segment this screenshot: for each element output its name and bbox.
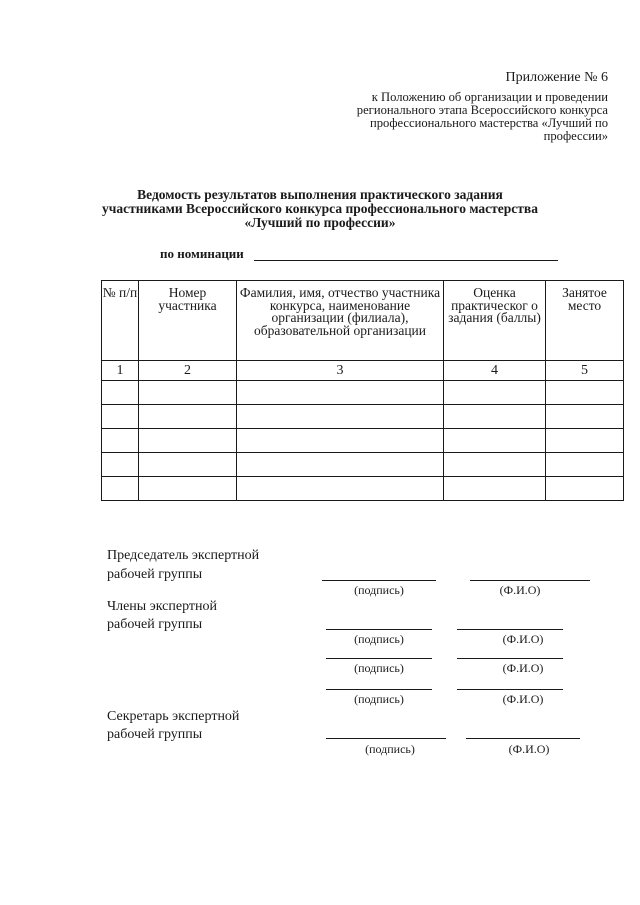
table-header-row	[102, 281, 624, 361]
secretary-label-line2: рабочей группы	[107, 727, 203, 742]
member-3-name-line[interactable]	[457, 689, 563, 690]
table-cell[interactable]	[546, 405, 624, 429]
document-title	[80, 188, 560, 230]
chairman-label-line1: Председатель экспертной	[107, 548, 260, 563]
secretary-signature-line[interactable]	[326, 738, 446, 739]
member-1-name-line[interactable]	[457, 629, 563, 630]
chairman-label-line2: рабочей группы	[107, 567, 203, 582]
chairman-name-caption: (Ф.И.О)	[499, 583, 541, 597]
table-cell[interactable]	[546, 429, 624, 453]
members-label-line1: Члены экспертной	[107, 599, 217, 614]
secretary-signature-caption: (подпись)	[365, 742, 415, 756]
chairman-signature-line[interactable]	[322, 580, 436, 581]
table-row	[102, 453, 624, 477]
nomination-label: по номинации	[160, 246, 244, 261]
table-cell[interactable]	[237, 405, 444, 429]
member-3-signature-caption: (подпись)	[354, 692, 404, 706]
table-cell[interactable]	[102, 477, 139, 501]
chairman-signature-caption: (подпись)	[354, 583, 404, 597]
table-cell[interactable]	[444, 381, 546, 405]
table-cell[interactable]	[237, 477, 444, 501]
title-line-2: участниками Всероссийского конкурса профессионального мастерства	[102, 201, 538, 216]
table-cell[interactable]	[139, 477, 237, 501]
table-cell[interactable]	[237, 453, 444, 477]
member-1-signature-line[interactable]	[326, 629, 432, 630]
nomination-blank-line	[254, 260, 558, 261]
table-cell[interactable]	[546, 477, 624, 501]
member-3-name-caption: (Ф.И.О)	[502, 692, 544, 706]
header-place: Занятое место	[546, 281, 624, 361]
table-cell[interactable]	[102, 453, 139, 477]
member-3-signature-line[interactable]	[326, 689, 432, 690]
header-participant-number: Номер участника	[139, 281, 237, 361]
member-1-name-caption: (Ф.И.О)	[502, 632, 544, 646]
table-cell[interactable]	[237, 381, 444, 405]
table-cell[interactable]	[444, 477, 546, 501]
member-2-name-caption: (Ф.И.О)	[502, 661, 544, 675]
title-line-1: Ведомость результатов выполнения практического задания	[137, 187, 503, 202]
header-full-name: Фамилия, имя, отчество участника конкурса, наименование организации (филиала), образовательной организации	[237, 281, 444, 361]
table-cell[interactable]	[546, 453, 624, 477]
column-number: 2	[139, 361, 237, 381]
table-row	[102, 381, 624, 405]
secretary-name-line[interactable]	[466, 738, 580, 739]
table-cell[interactable]	[546, 381, 624, 405]
header-number: № п/п	[102, 281, 139, 361]
title-line-3: «Лучший по профессии»	[244, 215, 396, 230]
member-2-signature-caption: (подпись)	[354, 661, 404, 675]
table-cell[interactable]	[139, 405, 237, 429]
member-1-signature-caption: (подпись)	[354, 632, 404, 646]
secretary-name-caption: (Ф.И.О)	[508, 742, 550, 756]
table-cell[interactable]	[102, 381, 139, 405]
table-cell[interactable]	[444, 453, 546, 477]
column-number: 5	[546, 361, 624, 381]
header-score: Оценка практическог о задания (баллы)	[444, 281, 546, 361]
column-number: 4	[444, 361, 546, 381]
table-cell[interactable]	[102, 405, 139, 429]
member-2-name-line[interactable]	[457, 658, 563, 659]
table-cell[interactable]	[139, 381, 237, 405]
column-number: 3	[237, 361, 444, 381]
results-table	[101, 280, 624, 501]
table-row	[102, 477, 624, 501]
appendix-number: Приложение № 6	[505, 70, 608, 85]
table-cell[interactable]	[139, 429, 237, 453]
table-cell[interactable]	[444, 405, 546, 429]
chairman-name-line[interactable]	[470, 580, 590, 581]
table-cell[interactable]	[444, 429, 546, 453]
column-number-row	[102, 361, 624, 381]
table-cell[interactable]	[139, 453, 237, 477]
table-row	[102, 429, 624, 453]
table-cell[interactable]	[102, 429, 139, 453]
table-cell[interactable]	[237, 429, 444, 453]
appendix-reference: к Положению об организации и проведении регионального этапа Всероссийского конкурса профессионального мастерства «Лучший по профессии»	[356, 90, 608, 143]
secretary-label-line1: Секретарь экспертной	[107, 709, 240, 724]
members-label-line2: рабочей группы	[107, 617, 203, 632]
member-2-signature-line[interactable]	[326, 658, 432, 659]
table-row	[102, 405, 624, 429]
column-number: 1	[102, 361, 139, 381]
